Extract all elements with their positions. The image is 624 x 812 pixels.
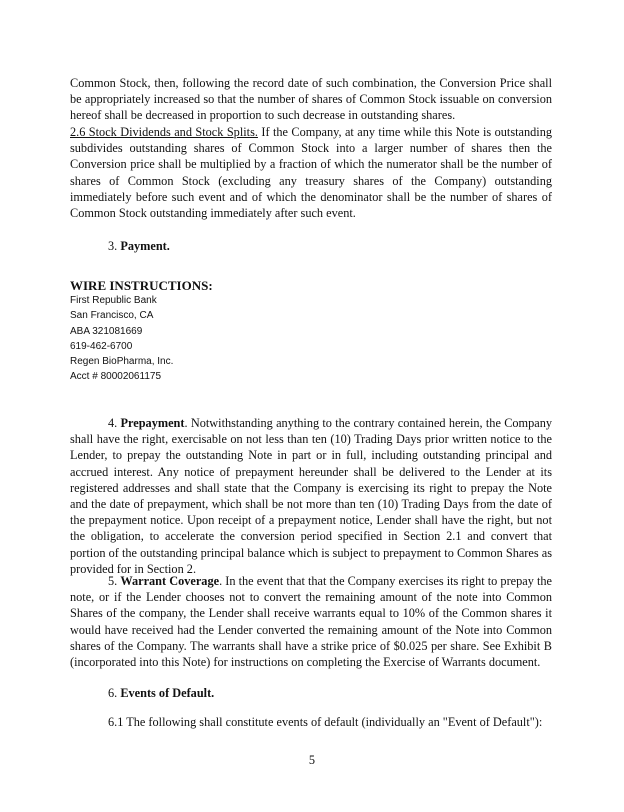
section-4-title: Prepayment [120, 416, 185, 430]
wire-line-aba: ABA 321081669 [70, 325, 143, 337]
section-5-body: . In the event that that the Company exercises its right to prepay the note, or if the Lender chooses not to convert the remaining amount of the note into Common Shares of the company, the Lender shall receive warrants equal to 10% of the Common shares it would have received had the Lender converted the remaining amount of the Note into Common shares of the Company. The warrants shall have a strike price of $0.025 per share. See Exhibit B (incorporated into this Note) for instructions on completing the Exercise of Warrants document. [70, 574, 553, 670]
section-2-5-text: Common Stock, then, following the record date of such combination, the Conversion Price shall be appropriately increased so that the number of shares of Common Stock issuable on conversion hereof shall be decreased in proportion to such decrease in outstanding shares. [70, 76, 552, 123]
section-2-6-paragraph [70, 124, 552, 221]
wire-line-city: San Francisco, CA [70, 310, 154, 322]
section-3-heading [108, 238, 408, 254]
section-5-title: Warrant Coverage [120, 574, 220, 588]
section-3-number: 3. [108, 239, 118, 253]
section-6-number: 6. [108, 686, 118, 700]
section-4-paragraph [70, 415, 552, 577]
section-2-6-body: If the Company, at any time while this Note is outstanding subdivides outstanding shares of Common Stock into a larger number of shares then the Conversion price shall be multiplied by a fraction of which the numerator shall be the number of shares of Common Stock (excluding any treasury shares of the Company) outstanding immediately before such event and of which the denominator shall be the number of shares of Common Stock outstanding immediately after such event. [70, 125, 552, 221]
section-6-heading [108, 685, 408, 701]
section-4-number: 4. [108, 416, 118, 430]
section-3-title: Payment. [120, 239, 170, 253]
section-4-body: . Notwithstanding anything to the contrary contained herein, the Company shall have the right, exercisable on not less than ten (10) Trading Days prior written notice to the Lender, to prepay the outstanding Note in part or in full, including outstanding principal and accrued interest. Any notice of prepayment hereunder shall be delivered to the Lender at its registered addresses and shall state that the Company is exercising its right to prepay the Note and the date of prepayment, which shall be not more than ten (10) Trading Days from the date of the prepayment notice. Upon receipt of a prepayment notice, Lender shall have the right, but not the obligation, to accelerate the conversion period specified in Section 2.1 and convert that portion of the outstanding principal balance which is subject to prepayment to Common Shares as provided for in Section 2. [70, 416, 553, 576]
section-5-number: 5. [108, 574, 118, 588]
section-6-title: Events of Default. [120, 686, 215, 700]
wire-line-account: Acct # 80002061175 [70, 371, 162, 383]
wire-instructions-heading: WIRE INSTRUCTIONS: [70, 278, 213, 293]
section-5-paragraph [70, 573, 552, 670]
section-6-1-text: 6.1 The following shall constitute events of default (individually an "Event of Default"): [108, 715, 543, 729]
wire-instructions-list [70, 293, 173, 385]
wire-line-company: Regen BioPharma, Inc. [70, 356, 174, 368]
wire-line-phone: 619-462-6700 [70, 340, 133, 352]
section-2-5-paragraph [70, 75, 552, 124]
page-number: 5 [308, 753, 316, 767]
wire-line-bank: First Republic Bank [70, 295, 157, 306]
section-2-6-heading: 2.6 Stock Dividends and Stock Splits. [70, 125, 258, 139]
